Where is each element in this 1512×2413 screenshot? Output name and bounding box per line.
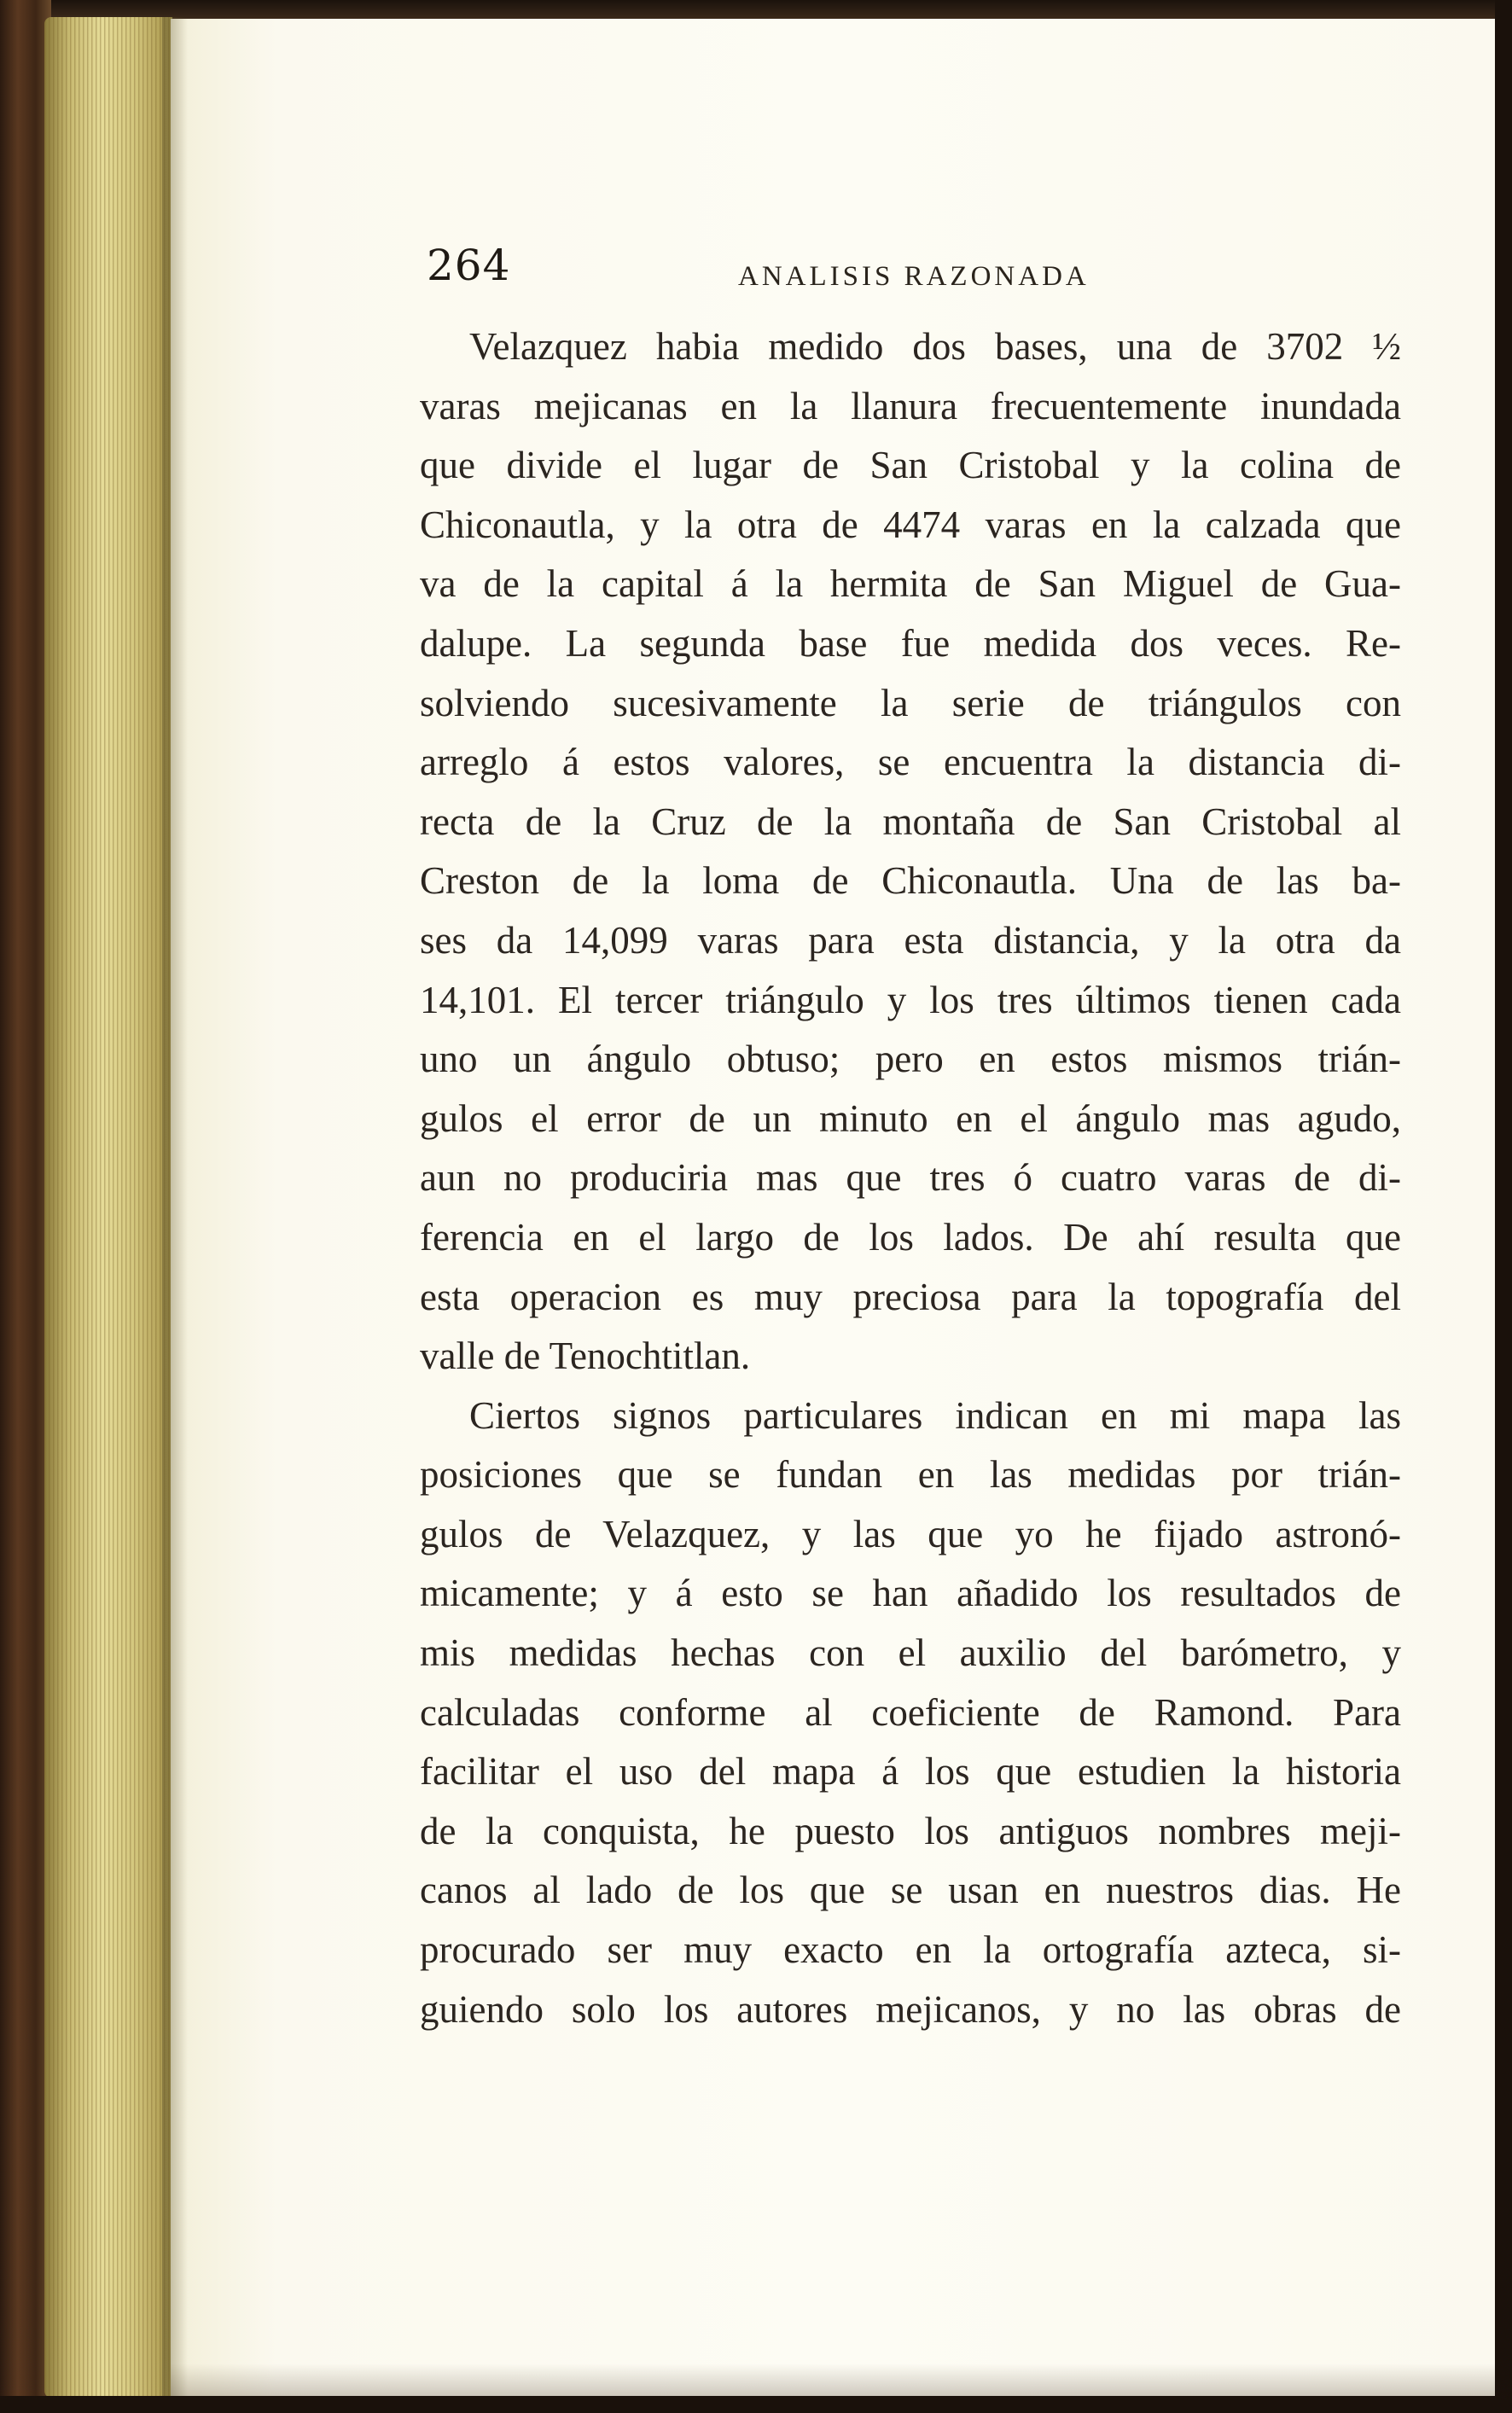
text-line: va de la capital á la hermita de San Miguel de Gua-	[420, 562, 1401, 606]
running-head: ANALISIS RAZONADA	[738, 261, 1090, 292]
text-line: micamente; y á esto se han añadido los resultados de	[420, 1572, 1401, 1615]
text-line: canos al lado de los que se usan en nuestros dias. He	[420, 1869, 1401, 1912]
text-line: solviendo sucesivamente la serie de triángulos con	[420, 681, 1401, 724]
bottom-background	[0, 2396, 1512, 2413]
text-line: Ciertos signos particulares indican en mi mapa las	[469, 1393, 1401, 1437]
text-line: uno un ángulo obtuso; pero en estos mismos trián-	[420, 1038, 1401, 1081]
text-line: ferencia en el largo de los lados. De ahí resulta que	[420, 1215, 1401, 1259]
text-line: calculadas conforme al coeficiente de Ramond. Para	[420, 1690, 1401, 1734]
text-line: Velazquez habia medido dos bases, una de 3702 ½	[469, 325, 1401, 368]
gilded-page-edges	[44, 17, 172, 2398]
text-line: guiendo solo los autores mejicanos, y no las obras de	[420, 1987, 1401, 2031]
page-bottom-shadow	[171, 2364, 1495, 2398]
text-line: que divide el lugar de San Cristobal y la colina de	[420, 444, 1401, 487]
text-line: varas mejicanas en la llanura frecuentemente inundada	[420, 384, 1401, 427]
text-line: ses da 14,099 varas para esta distancia, y la otra da	[420, 918, 1401, 962]
text-line: mis medidas hechas con el auxilio del barómetro, y	[420, 1631, 1401, 1675]
text-line: aun no produciria mas que tres ó cuatro varas de di-	[420, 1156, 1401, 1200]
gutter-shadow	[162, 17, 188, 2398]
text-line: posiciones que se fundan en las medidas por trián-	[420, 1453, 1401, 1497]
text-line: esta operacion es muy preciosa para la topografía del	[420, 1275, 1401, 1318]
text-line: 14,101. El tercer triángulo y los tres últimos tienen cada	[420, 978, 1401, 1021]
text-line: facilitar el uso del mapa á los que estudien la historia	[420, 1750, 1401, 1794]
text-line: de la conquista, he puesto los antiguos nombres meji-	[420, 1809, 1401, 1852]
text-line: recta de la Cruz de la montaña de San Cristobal al	[420, 799, 1401, 843]
body-text	[420, 317, 1401, 2039]
page-number: 264	[427, 241, 511, 290]
book-cover-edge	[0, 0, 51, 2413]
text-line: valle de Tenochtitlan.	[420, 1334, 751, 1378]
right-background	[1495, 0, 1512, 2413]
text-line: procurado ser muy exacto en la ortografía azteca, si-	[420, 1928, 1401, 1972]
text-line: gulos el error de un minuto en el ángulo mas agudo,	[420, 1096, 1401, 1140]
text-line: dalupe. La segunda base fue medida dos veces. Re-	[420, 621, 1401, 665]
text-line: Chiconautla, y la otra de 4474 varas en la calzada que	[420, 503, 1401, 546]
text-line: arreglo á estos valores, se encuentra la distancia di-	[420, 741, 1401, 784]
text-line: gulos de Velazquez, y las que yo he fijado astronó-	[420, 1512, 1401, 1555]
top-background	[0, 0, 1512, 19]
text-line: Creston de la loma de Chiconautla. Una de las ba-	[420, 859, 1401, 903]
